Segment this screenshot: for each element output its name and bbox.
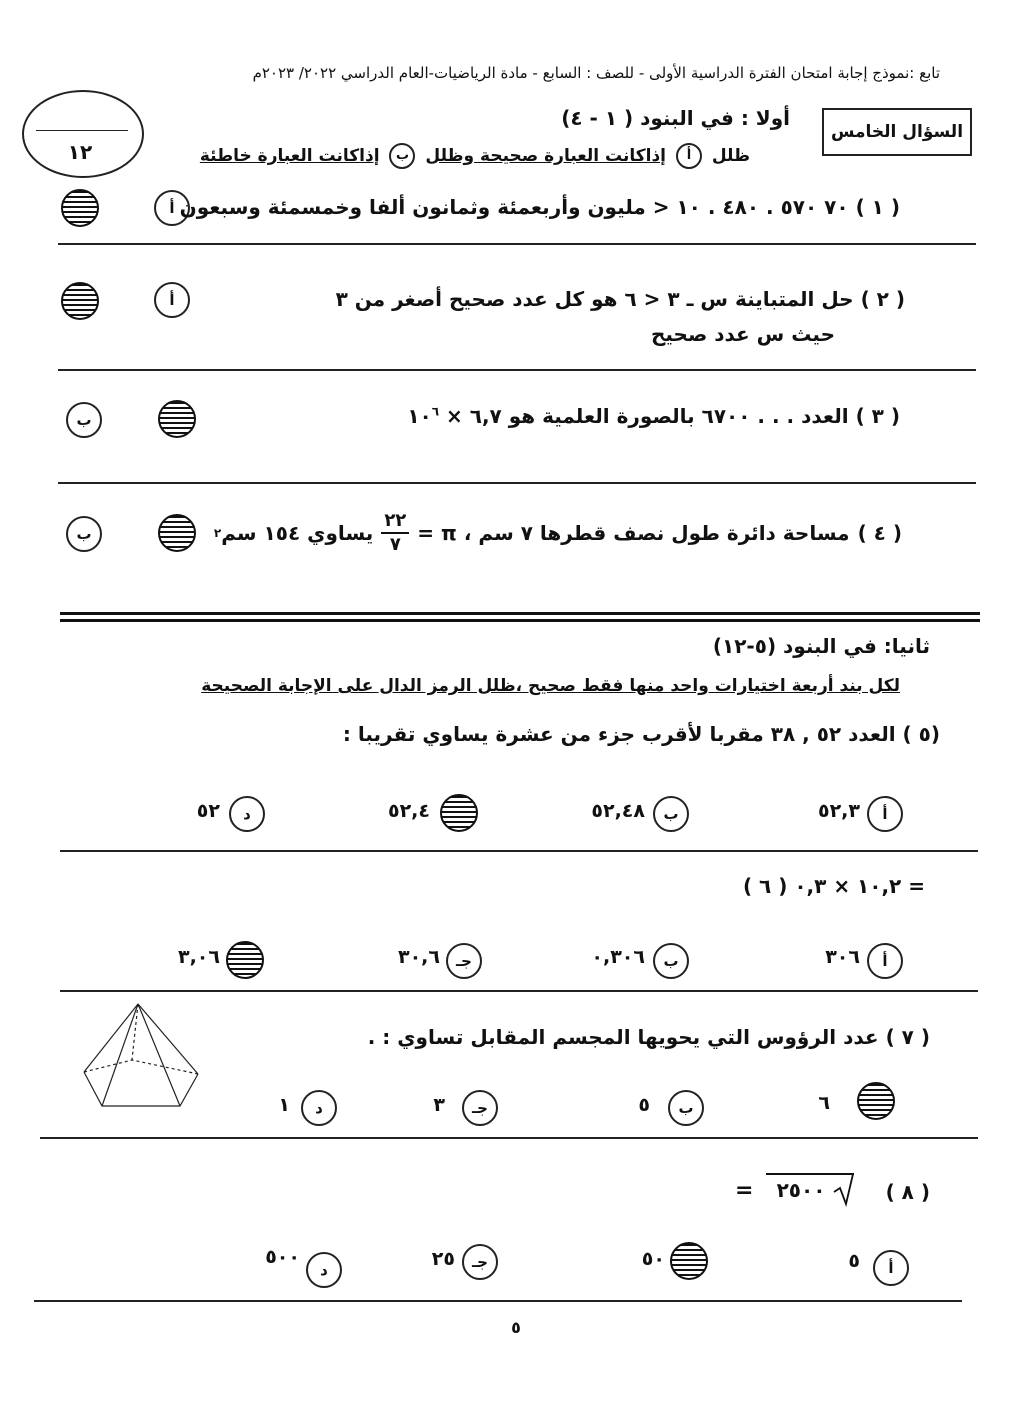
pyramid-base-front [84, 1072, 198, 1106]
q8-number: ( ٨ ) [885, 1180, 930, 1204]
section-separator [60, 612, 980, 615]
divider-bottom [34, 1300, 962, 1302]
q6-option-c[interactable]: جـ [446, 943, 482, 979]
q6-statement: ١٠,٢ × ٠,٣ = [794, 874, 925, 898]
item2-statement: حل المتباينة س ـ ٣ < ٦ هو كل عدد صحيح أصغر من ٣ [335, 287, 854, 311]
q7-value-b: ٥ [638, 1094, 650, 1116]
item1-answer-b-selected[interactable] [61, 189, 99, 227]
score-value: ١٢ [67, 140, 93, 164]
page-header: تابع :نموذج إجابة امتحان الفترة الدراسية الأولى - للصف : السابع - مادة الرياضيات-العام الدراسي ٢٠٢٢/ ٢٠٢٣م [252, 64, 940, 82]
part1-instruction [150, 143, 750, 169]
item3-statement: العدد . . . ٦٧٠٠ بالصورة العلمية هو ٦,٧ × ١٠ [407, 404, 849, 428]
radical-bar [766, 1173, 854, 1175]
q7-number: ( ٧ ) [885, 1025, 930, 1049]
q8-value-c: ٢٥ [431, 1248, 455, 1270]
fraction-numerator: ٢٢ [381, 510, 409, 534]
q5-option-a[interactable]: أ [867, 796, 903, 832]
q8-option-b-selected[interactable] [670, 1242, 708, 1280]
instr-option-b: ب [389, 143, 415, 169]
q6-number: ( ٦ ) [742, 874, 788, 898]
item2-text [270, 287, 905, 311]
fraction-denominator: ٧ [389, 534, 401, 555]
q5-option-c-selected[interactable] [440, 794, 478, 832]
item1-option-a[interactable]: أ [154, 190, 190, 226]
pyramid-edge [138, 1004, 180, 1106]
q8-value-b: ٥٠ [641, 1248, 665, 1270]
instr-option-a: أ [676, 143, 702, 169]
divider-1 [58, 243, 976, 245]
item3-text [360, 404, 900, 428]
q8-value-a: ٥ [848, 1250, 860, 1272]
item4-exponent: ٢ [213, 526, 222, 540]
item4-statement: مساحة دائرة طول نصف قطرها ٧ سم ، π = [417, 521, 850, 545]
q8-equals: = [735, 1178, 754, 1203]
divider-q7 [40, 1137, 978, 1139]
pyramid-edge [102, 1004, 138, 1106]
pyramid-edge [138, 1004, 198, 1074]
q7-option-b[interactable]: ب [668, 1090, 704, 1126]
part1-title: أولا : في البنود ( ١ - ٤) [561, 106, 790, 130]
q5-option-b[interactable]: ب [653, 796, 689, 832]
q7-text [360, 1025, 930, 1049]
q8-option-a[interactable]: أ [873, 1250, 909, 1286]
q5-statement: العدد ٥٢ , ٣٨ مقربا لأقرب جزء من عشرة يساوي تقريبا : [342, 722, 896, 746]
q7-option-a-selected[interactable] [857, 1082, 895, 1120]
item3-option-b[interactable]: ب [66, 402, 102, 438]
item4-text [213, 510, 902, 556]
item3-number: ( ٣ ) [855, 404, 900, 428]
item3-answer-a-selected[interactable] [158, 400, 196, 438]
q8-value-d: ٥٠٠ [265, 1246, 300, 1268]
score-oval [22, 90, 144, 178]
radical-sign-icon [832, 1172, 854, 1208]
q6-option-d-selected[interactable] [226, 941, 264, 979]
q6-option-b[interactable]: ب [653, 943, 689, 979]
q7-value-a: ٦ [818, 1092, 830, 1114]
item2-option-a[interactable]: أ [154, 282, 190, 318]
section-separator-thin [60, 619, 980, 622]
q7-option-d[interactable]: د [301, 1090, 337, 1126]
q6-option-a[interactable]: أ [867, 943, 903, 979]
score-line [36, 130, 128, 131]
q5-value-c: ٥٢,٤ [387, 800, 430, 822]
item4-number: ( ٤ ) [857, 521, 902, 545]
part2-instruction: لكل بند أربعة اختيارات واحد منها فقط صحيح ،ظلل الرمز الدال على الإجابة الصحيحة [201, 676, 900, 696]
divider-2 [58, 369, 976, 371]
q8-option-d[interactable]: د [306, 1252, 342, 1288]
pyramid-base-hidden [84, 1060, 198, 1074]
q7-option-c[interactable]: جـ [462, 1090, 498, 1126]
pyramid-figure [80, 1000, 202, 1112]
part2-title: ثانيا: في البنود (٥-١٢) [712, 634, 930, 658]
instr-false-text: إذاكانت العبارة خاطئة [199, 146, 380, 166]
instr-true-text: إذاكانت العبارة صحيحة وظلل [425, 146, 667, 166]
q5-option-d[interactable]: د [229, 796, 265, 832]
instr-shade: ظلل [711, 146, 750, 166]
q5-value-d: ٥٢ [196, 800, 220, 822]
page-number: ٥ [511, 1318, 521, 1337]
item2-answer-b-selected[interactable] [61, 282, 99, 320]
q7-statement: عدد الرؤوس التي يحويها المجسم المقابل تساوي : . [367, 1025, 879, 1049]
q7-value-d: ١ [278, 1094, 290, 1116]
item4-option-b[interactable]: ب [66, 516, 102, 552]
q6-value-b: ٠,٣٠٦ [591, 946, 645, 968]
q8-radicand: ٢٥٠٠ [776, 1178, 826, 1202]
q8-option-c[interactable]: جـ [462, 1244, 498, 1280]
q7-value-c: ٣ [433, 1094, 445, 1116]
item4-statement-end: يساوي ١٥٤ سم [221, 521, 374, 545]
item4-fraction [381, 510, 409, 556]
q5-number: (٥ ) [902, 722, 940, 746]
q6-value-a: ٣٠٦ [825, 946, 860, 968]
divider-q5 [60, 850, 978, 852]
item4-answer-a-selected[interactable] [158, 514, 196, 552]
q6-text [640, 874, 925, 898]
q8-sqrt [766, 1172, 856, 1208]
item2-number: ( ٢ ) [860, 287, 905, 311]
divider-3 [58, 482, 976, 484]
item1-number: ( ١ ) [855, 195, 900, 219]
q5-value-b: ٥٢,٤٨ [591, 800, 645, 822]
item1-statement: ٧٠ ٥٧٠ . ٤٨٠ . ١٠ < مليون وأربعمئة وثمانون ألفا وخمسمئة وسبعون [179, 195, 849, 219]
q6-value-d: ٣,٠٦ [177, 946, 220, 968]
item1-text [179, 195, 900, 219]
q6-value-c: ٣٠,٦ [397, 946, 440, 968]
pyramid-edge [84, 1004, 138, 1072]
q5-text [300, 722, 940, 746]
q5-value-a: ٥٢,٣ [817, 800, 860, 822]
item2-text-line2: حيث س عدد صحيح [650, 322, 835, 346]
divider-q6 [60, 990, 978, 992]
question-label-box: السؤال الخامس [822, 108, 972, 156]
item3-exponent: ٦ [431, 404, 440, 419]
